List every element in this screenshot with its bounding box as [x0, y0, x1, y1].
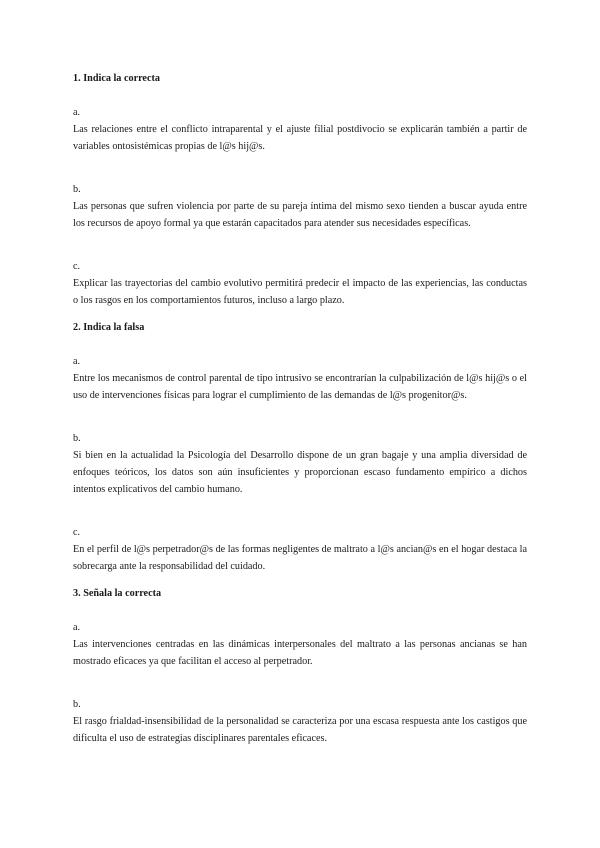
- option-letter: a.: [73, 107, 81, 118]
- question-1-title: 1. Indica la correcta: [73, 73, 160, 84]
- option-text: Si bien en la actualidad la Psicología del Desarrollo dispone de un gran bagaje y una amplia diversidad de enfoques teóricos, los datos son aún insuficientes y proporcionan escaso fundamento empírico a dichos intentos explicativos del cambio humano.: [73, 450, 527, 495]
- question-1-option-c: [73, 258, 527, 309]
- option-letter: a.: [73, 622, 81, 633]
- option-text: Las relaciones entre el conflicto intraparental y el ajuste filial postdivocio se explicarán también a partir de variables ontosistémicas propias de l@s hij@s.: [73, 124, 527, 152]
- question-1-option-b: [73, 181, 527, 232]
- question-2-option-a: [73, 353, 527, 404]
- document-page: [73, 70, 527, 747]
- question-2-option-c: [73, 524, 527, 575]
- question-3-title: 3. Señala la correcta: [73, 588, 162, 599]
- option-letter: b.: [73, 699, 81, 710]
- option-text: Las intervenciones centradas en las dinámicas interpersonales del maltrato a las personas ancianas se han mostrado eficaces ya que facilitan el acceso al perpetrador.: [73, 639, 527, 667]
- option-letter: c.: [73, 527, 81, 538]
- option-text: El rasgo frialdad-insensibilidad de la personalidad se caracteriza por una escasa respuesta ante los castigos que dificulta el uso de estrategias disciplinares parentales eficaces.: [73, 716, 527, 744]
- option-text: Explicar las trayectorias del cambio evolutivo permitirá predecir el impacto de las experiencias, las conductas o los rasgos en los comportamientos futuros, incluso a largo plazo.: [73, 278, 527, 306]
- option-text: Entre los mecanismos de control parental de tipo intrusivo se encontrarían la culpabilización de l@s hij@s o el uso de intervenciones físicas para lograr el cumplimiento de las demandas de l@s progenitor@s.: [73, 373, 527, 401]
- question-2-title: 2. Indica la falsa: [73, 322, 145, 333]
- option-letter: b.: [73, 433, 81, 444]
- option-letter: c.: [73, 261, 81, 272]
- question-3-option-a: [73, 619, 527, 670]
- option-letter: a.: [73, 356, 81, 367]
- option-text: Las personas que sufren violencia por parte de su pareja íntima del mismo sexo tienden a buscar ayuda entre los recursos de apoyo formal ya que estarán capacitados para atender sus necesidades específicas.: [73, 201, 527, 229]
- option-letter: b.: [73, 184, 81, 195]
- question-1-option-a: [73, 104, 527, 155]
- option-text: En el perfil de l@s perpetrador@s de las formas negligentes de maltrato a l@s ancian@s en el hogar destaca la sobrecarga ante la responsabilidad del cuidado.: [73, 544, 527, 572]
- question-3-option-b: [73, 696, 527, 747]
- question-2-option-b: [73, 430, 527, 498]
